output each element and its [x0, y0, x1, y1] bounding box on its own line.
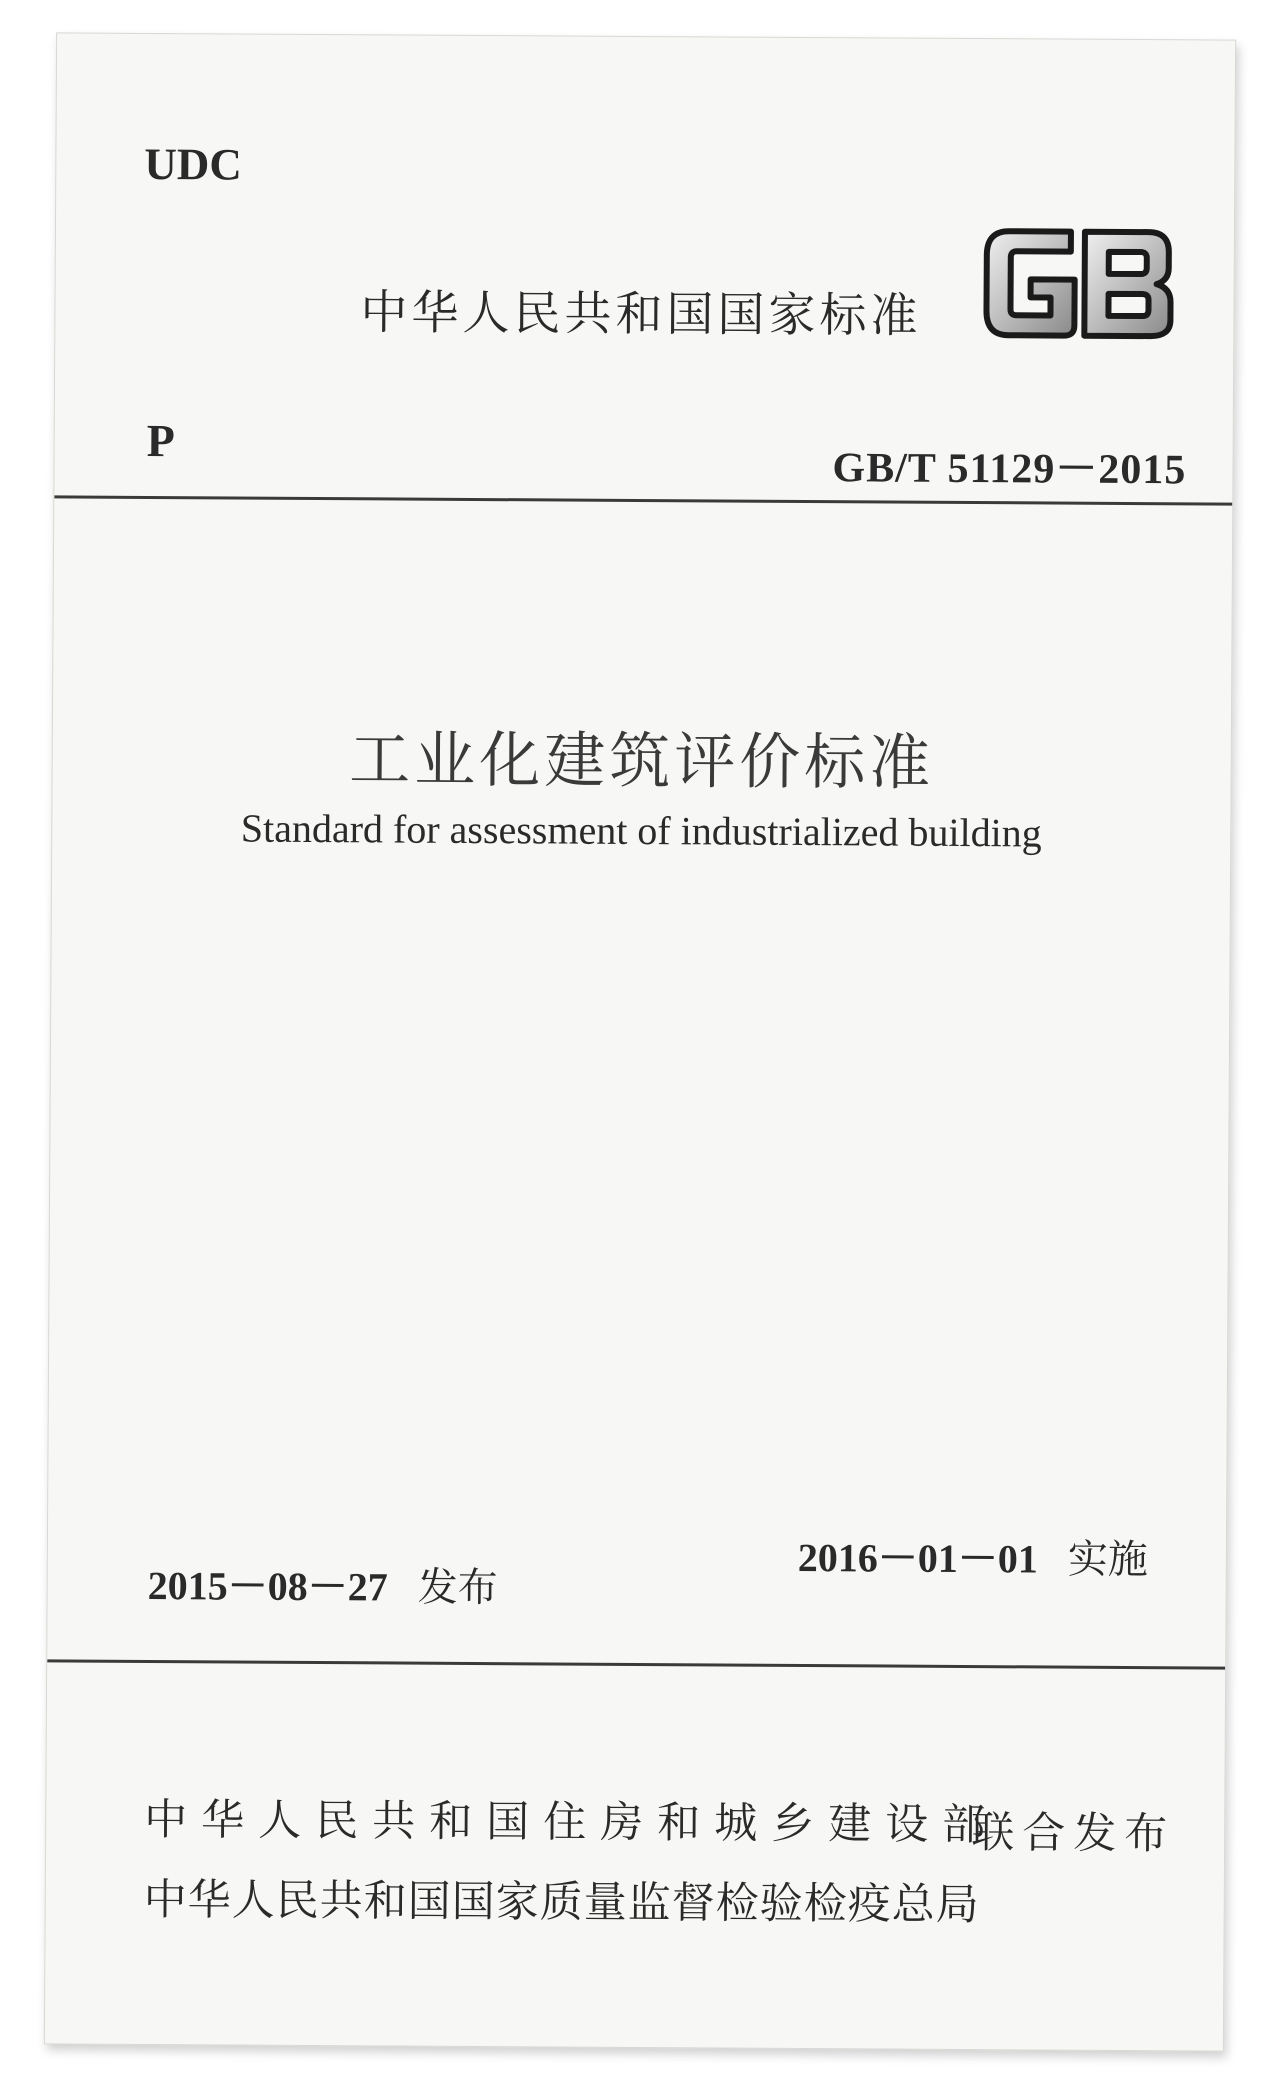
- title-english: Standard for assessment of industrialized building: [240, 805, 1042, 856]
- issue-date: 2015－08－27: [147, 1563, 388, 1610]
- joint-publish-label: 联合发布: [971, 1808, 1176, 1860]
- footer-divider: [47, 1659, 1225, 1669]
- issue-label: 发布: [417, 1564, 498, 1612]
- publisher-line-2: 中华人民共和国国家质量监督检验检疫总局: [143, 1874, 980, 1931]
- header-divider: [54, 495, 1232, 505]
- national-standard-heading: 中华人民共和国国家标准: [360, 285, 922, 344]
- category-code: P: [146, 414, 175, 467]
- gb-logo-icon: [978, 221, 1179, 346]
- implementation-label: 实施: [1067, 1536, 1148, 1584]
- publisher-line-1: 中华人民共和国住房和城乡建设部: [144, 1794, 1000, 1851]
- udc-label: UDC: [144, 138, 243, 190]
- title-chinese: 工业化建筑评价标准: [348, 724, 935, 799]
- implementation-date: 2016－01－01: [797, 1534, 1038, 1582]
- issue-date-block: [148, 1554, 498, 1613]
- implementation-date-block: [798, 1526, 1148, 1585]
- standard-cover: [44, 32, 1236, 2051]
- standard-number: GB/T 51129－2015: [832, 445, 1187, 494]
